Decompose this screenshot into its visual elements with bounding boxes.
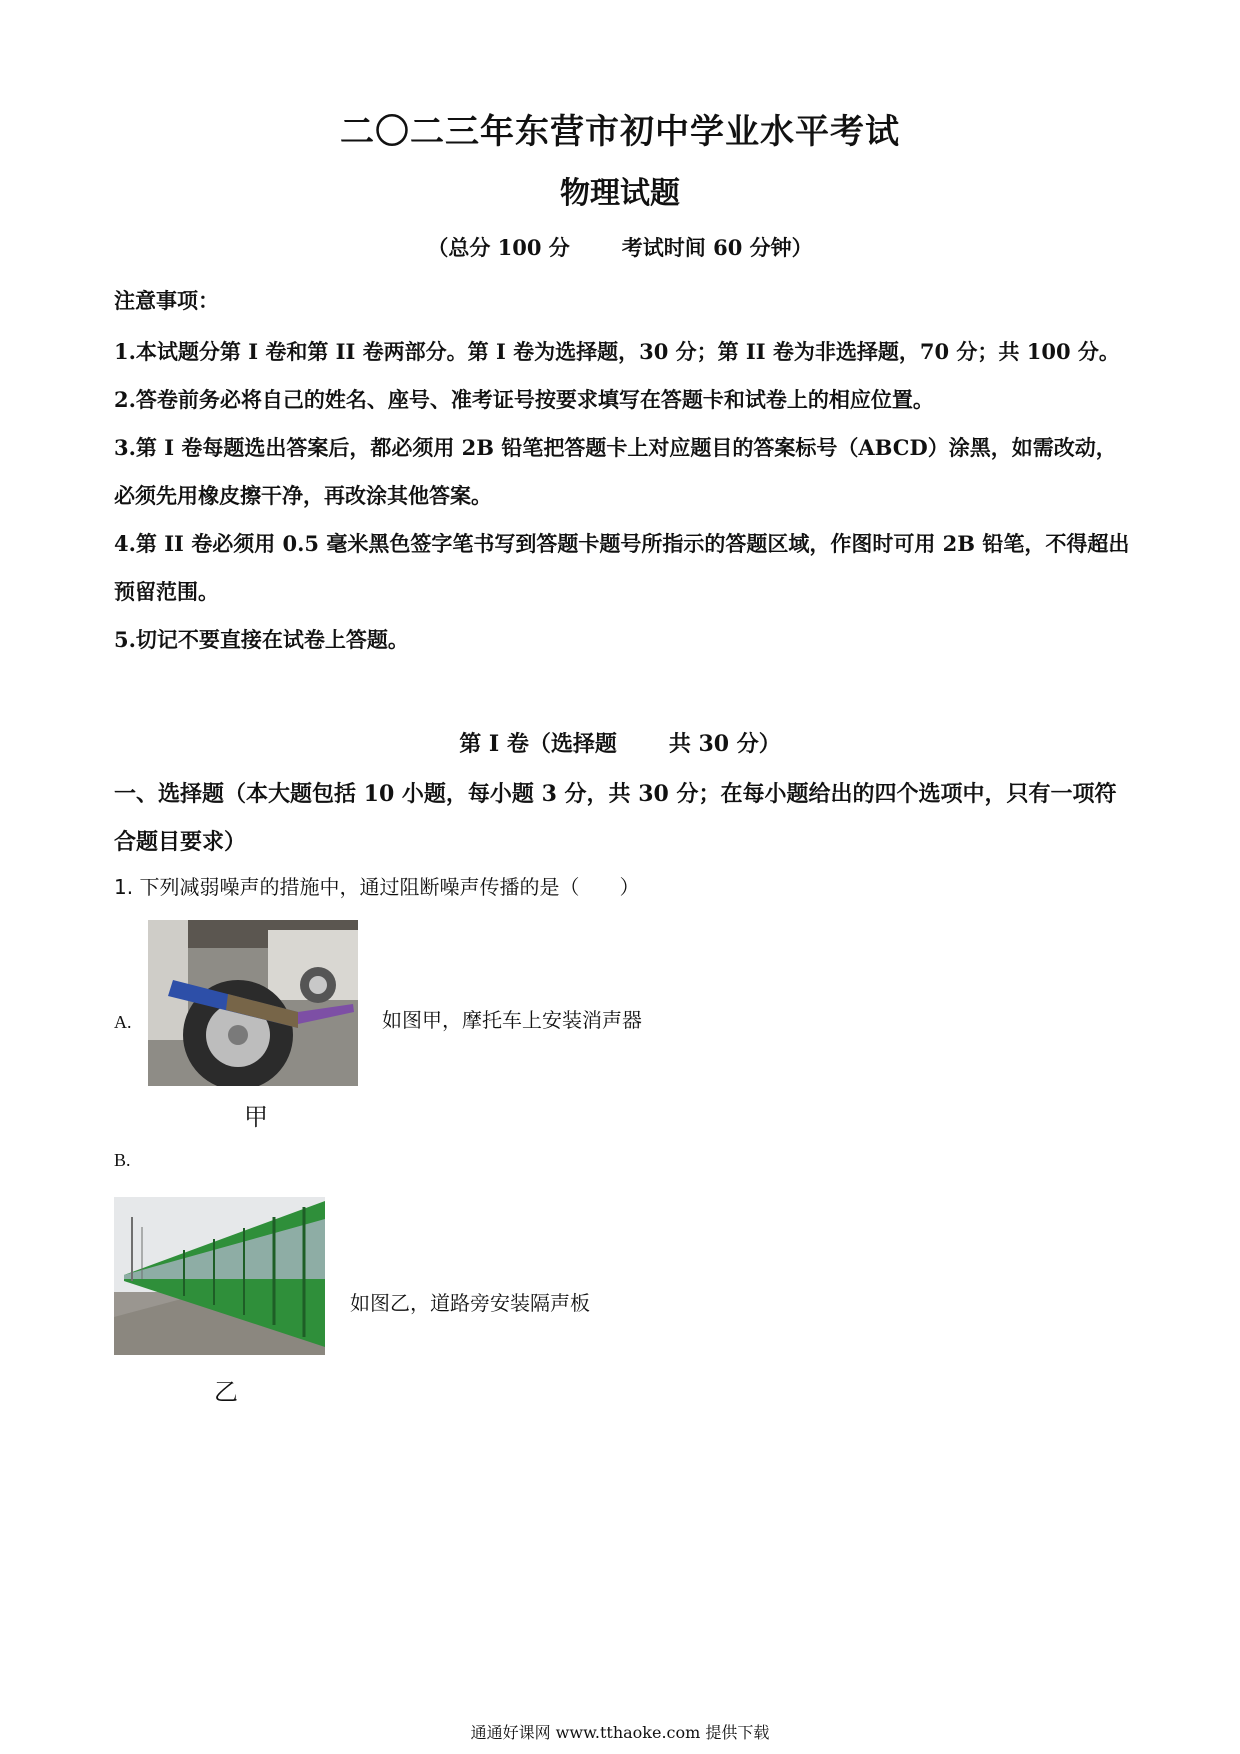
- sound-barrier-image: [114, 1197, 325, 1355]
- notice-item: 3.第 I 卷每题选出答案后，都必须用 2B 铅笔把答题卡上对应题目的答案标号（ABCD）涂黑，如需改动，必须先用橡皮擦干净，再改涂其他答案。: [114, 435, 1117, 508]
- section-intro: 一、选择题（本大题包括 10 小题，每小题 3 分，共 30 分；在每小题给出的四个选项中，只有一项符合题目要求）: [114, 781, 1117, 855]
- figure-caption-yi: 乙: [214, 1378, 238, 1406]
- exam-title: 二〇二三年东营市初中学业水平考试: [340, 112, 900, 152]
- motorcycle-muffler-photo: [148, 920, 358, 1086]
- notice-item: 4.第 II 卷必须用 0.5 毫米黑色签字笔书写到答题卡题号所指示的答题区域，作图时可用 2B 铅笔，不得超出预留范围。: [114, 531, 1130, 604]
- sound-barrier-photo: [114, 1197, 325, 1355]
- option-a-label: A.: [114, 1012, 132, 1032]
- notice-item: 2.答卷前务必将自己的姓名、座号、准考证号按要求填写在答题卡和试卷上的相应位置。: [114, 387, 934, 412]
- total-score: （总分 100 分: [427, 235, 570, 260]
- option-b-text: 如图乙，道路旁安装隔声板: [350, 1291, 590, 1315]
- exam-subject: 物理试题: [560, 176, 680, 211]
- notice-item: 5.切记不要直接在试卷上答题。: [114, 627, 409, 652]
- page-footer: 通通好课网 www.tthaoke.com 提供下载: [470, 1723, 770, 1742]
- notice-list: [114, 328, 1130, 664]
- notice-heading: 注意事项：: [114, 288, 219, 313]
- option-b-label: B.: [114, 1150, 131, 1170]
- part-heading: [0, 727, 1240, 758]
- part-heading-left: 第 I 卷（选择题: [459, 731, 617, 757]
- part-heading-right: 共 30 分）: [668, 731, 781, 757]
- figure-caption-jia: 甲: [244, 1103, 268, 1131]
- exam-meta: [0, 232, 1240, 262]
- exam-time: 考试时间 60 分钟）: [621, 235, 813, 260]
- motorcycle-muffler-image: [148, 920, 358, 1086]
- question-stem: 1. 下列减弱噪声的措施中，通过阻断噪声传播的是（ ）: [114, 875, 640, 899]
- notice-item: 1.本试题分第 I 卷和第 II 卷两部分。第 I 卷为选择题，30 分；第 II 卷为非选择题，70 分；共 100 分。: [114, 339, 1120, 364]
- option-a-text: 如图甲，摩托车上安装消声器: [382, 1008, 642, 1032]
